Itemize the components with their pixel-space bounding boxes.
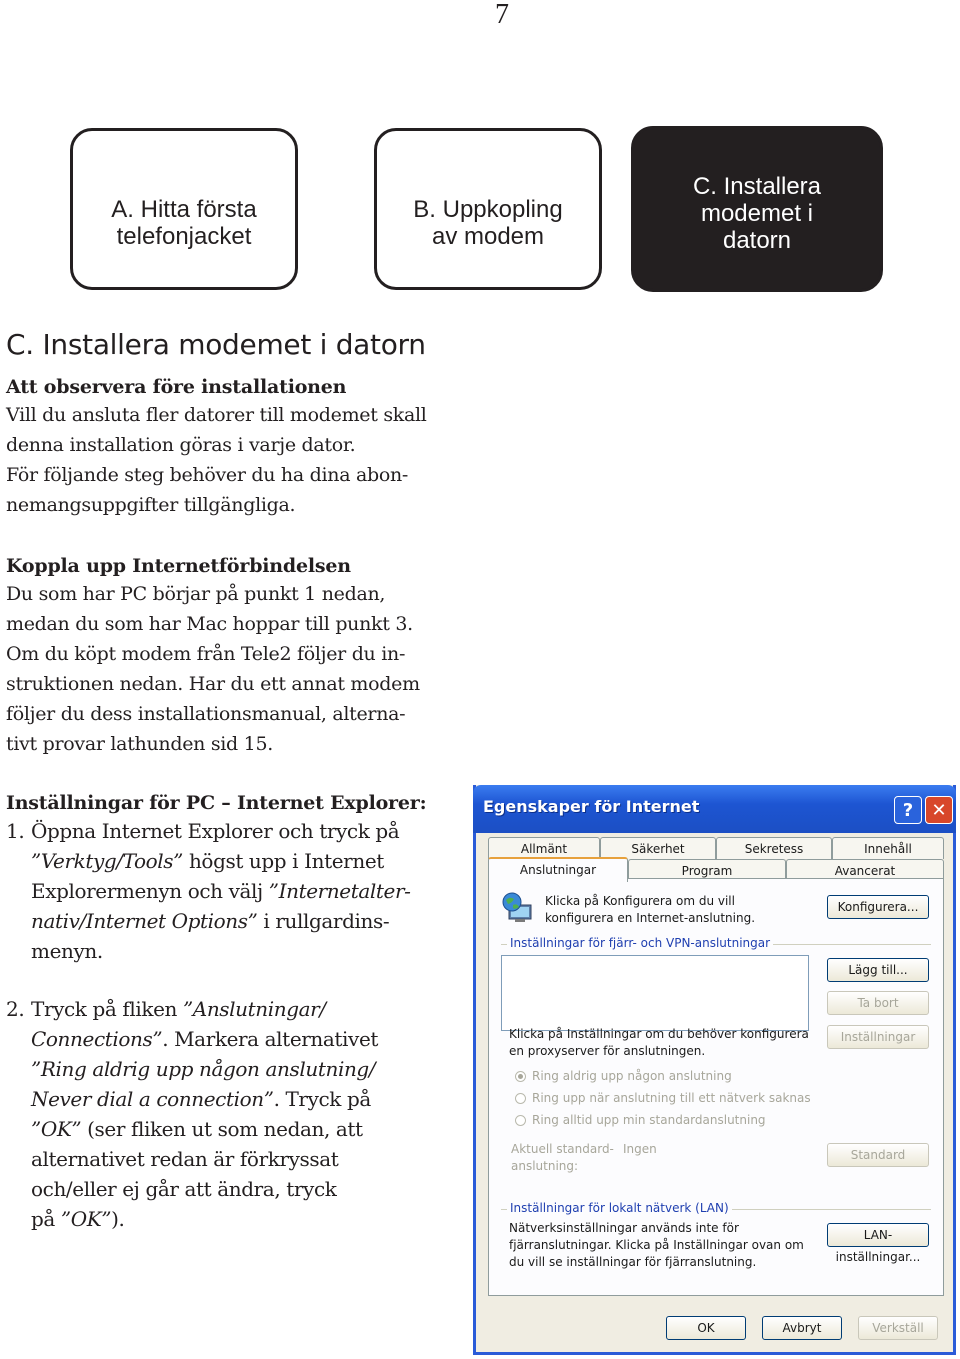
radio-dial-no-network[interactable] xyxy=(515,1091,811,1105)
step-2-italic: ”Ring aldrig upp någon anslutning/ xyxy=(31,1057,376,1081)
dialog-titlebar xyxy=(473,785,956,833)
tab-programs[interactable]: Program xyxy=(628,859,786,881)
step-box-b xyxy=(374,128,602,290)
close-button[interactable]: ✕ xyxy=(925,796,953,824)
step-box-c-active xyxy=(631,126,883,292)
tab-privacy[interactable]: Sekretess xyxy=(716,837,832,859)
step-box-a xyxy=(70,128,298,290)
step-a-label: A. Hitta första telefonjacket xyxy=(111,196,257,250)
page-number: 7 xyxy=(495,0,509,30)
connect-line: struktionen nedan. Har du ett annat modem xyxy=(6,673,420,695)
step-1-text: Öppna Internet Explorer och tryck på xyxy=(31,819,400,843)
step-2-italic: ”OK” xyxy=(31,1117,82,1141)
setup-text: Klicka på Konfigurera om du vill konfigurera en Internet-anslutning. xyxy=(545,894,756,925)
radio-always-dial[interactable] xyxy=(515,1113,766,1127)
cancel-button[interactable]: Avbryt xyxy=(762,1316,842,1340)
step-1-text: högst upp i Internet xyxy=(182,849,384,873)
radio-never-label: Ring aldrig upp någon anslutning xyxy=(532,1069,732,1083)
step-1-italic: ”Verktyg/Tools” xyxy=(31,849,183,873)
network-globe-icon xyxy=(501,891,535,925)
step-1-text: i rullgardins- xyxy=(257,909,390,933)
observe-text xyxy=(6,400,427,520)
observe-line: För följande steg behöver du ha dina abon- xyxy=(6,464,409,486)
help-button[interactable]: ? xyxy=(894,796,922,824)
section-title: C. Installera modemet i datorn xyxy=(6,328,426,361)
tab-advanced[interactable]: Avancerat xyxy=(786,859,944,881)
add-button[interactable]: Lägg till... xyxy=(827,958,929,982)
current-default-value: Ingen xyxy=(623,1142,657,1156)
step-2-italic: ”OK” xyxy=(60,1207,112,1231)
radio-always-label: Ring alltid upp min standardanslutning xyxy=(532,1113,766,1127)
step-1-text: Explorermenyn och välj xyxy=(31,879,269,903)
tab-general[interactable]: Allmänt xyxy=(488,837,600,859)
radio-icon xyxy=(515,1115,526,1126)
step-1-number: 1. xyxy=(6,819,25,843)
set-default-button[interactable]: Standard xyxy=(827,1143,929,1167)
step-2-text: . Markera alternativet xyxy=(162,1027,379,1051)
step-2-text: alternativet redan är förkryssat xyxy=(31,1147,339,1171)
observe-line: Vill du ansluta fler datorer till modemet skall xyxy=(6,404,427,426)
dialup-group-label: Inställningar för fjärr- och VPN-anslutningar xyxy=(507,936,773,950)
connect-heading: Koppla upp Internetförbindelsen xyxy=(6,555,351,577)
step-b-label: B. Uppkopling av modem xyxy=(413,196,563,250)
lan-group-label: Inställningar för lokalt nätverk (LAN) xyxy=(507,1201,732,1215)
step-2-text: på xyxy=(31,1207,61,1231)
connections-listbox[interactable] xyxy=(501,955,809,1031)
tab-security[interactable]: Säkerhet xyxy=(600,837,716,859)
instruction-step-2 xyxy=(6,994,378,1234)
step-1-italic: ”Internetalter- xyxy=(268,879,411,903)
step-2-text: ). xyxy=(111,1207,125,1231)
dialog-title: Egenskaper för Internet xyxy=(483,797,700,816)
tab-connections[interactable]: Anslutningar xyxy=(488,857,628,882)
connect-line: medan du som har Mac hoppar till punkt 3. xyxy=(6,613,413,635)
observe-line: nemangsuppgifter tillgängliga. xyxy=(6,494,296,516)
step-2-text: (ser fliken ut som nedan, att xyxy=(81,1117,363,1141)
ok-button[interactable]: OK xyxy=(666,1316,746,1340)
observe-heading: Att observera före installationen xyxy=(6,376,347,398)
internet-properties-dialog xyxy=(473,785,956,1355)
pc-settings-heading: Inställningar för PC – Internet Explorer: xyxy=(6,792,427,814)
radio-no-network-label: Ring upp när anslutning till ett nätverk saknas xyxy=(532,1091,811,1105)
current-default-label: Aktuell standard- anslutning: xyxy=(511,1142,614,1173)
step-2-italic: Connections” xyxy=(31,1027,163,1051)
tab-content[interactable]: Innehåll xyxy=(832,837,944,859)
radio-never-dial[interactable] xyxy=(515,1069,732,1083)
configure-button[interactable]: Konfigurera... xyxy=(827,895,929,919)
step-2-number: 2. xyxy=(6,997,25,1021)
observe-line: denna installation göras i varje dator. xyxy=(6,434,356,456)
step-2-text: Tryck på fliken xyxy=(31,997,183,1021)
lan-settings-button[interactable]: LAN-inställningar... xyxy=(827,1223,929,1247)
step-2-italic: Never dial a connection” xyxy=(31,1087,274,1111)
connect-line: tivt provar lathunden sid 15. xyxy=(6,733,273,755)
remove-button[interactable]: Ta bort xyxy=(827,991,929,1015)
step-2-text: och/eller ej går att ändra, tryck xyxy=(31,1177,337,1201)
step-1-italic: nativ/Internet Options” xyxy=(31,909,258,933)
connect-line: följer du dess installationsmanual, alterna- xyxy=(6,703,406,725)
connect-text xyxy=(6,579,420,759)
radio-icon xyxy=(515,1093,526,1104)
lan-text: Nätverksinställningar används inte för fjärranslutningar. Klicka på Inställningar ovan om du vill se inställningar för fjärranslutning. xyxy=(509,1221,804,1269)
apply-button[interactable]: Verkställ xyxy=(858,1316,938,1340)
radio-checked-icon xyxy=(515,1071,526,1082)
settings-button[interactable]: Inställningar xyxy=(827,1025,929,1049)
proxy-text: Klicka på Inställningar om du behöver konfigurera en proxyserver för anslutningen. xyxy=(509,1027,809,1058)
connections-panel xyxy=(488,878,944,1296)
instruction-step-1 xyxy=(6,816,410,966)
step-2-italic: ”Anslutningar/ xyxy=(182,997,326,1021)
connect-line: Du som har PC börjar på punkt 1 nedan, xyxy=(6,583,386,605)
step-2-text: . Tryck på xyxy=(273,1087,371,1111)
step-c-label: C. Installera modemet i datorn xyxy=(692,172,822,254)
connect-line: Om du köpt modem från Tele2 följer du in- xyxy=(6,643,406,665)
step-1-text: menyn. xyxy=(31,939,103,963)
